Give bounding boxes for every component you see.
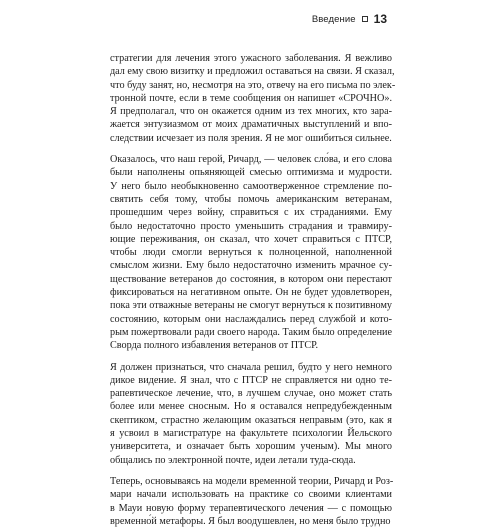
- text-line: смыслом жизни. Ему было недостаточно изменить мрачное су-: [110, 260, 392, 272]
- page-number: 13: [373, 12, 387, 26]
- text-line: в Мауи новую форму терапевтического лечения — с помощью: [110, 502, 392, 514]
- text-line: скептиком, страстно желающим оказаться неправым (это, как я: [110, 414, 392, 426]
- text-line: ществование ветеранов до состояния, в котором они перестают: [110, 273, 392, 285]
- text-line: пока эти отважные ветераны не смогут вернуться к позитивному: [110, 300, 392, 312]
- text-line: состоянию, которым они наслаждались перед службой и кото-: [110, 313, 392, 325]
- section-title: Введение: [311, 13, 356, 25]
- text-line: Оказалось, что наш герой, Ричард, — человек сло́ва, и его слова: [110, 154, 392, 166]
- text-line: более или менее сносным. Но я оставался непредубежденным: [110, 401, 392, 413]
- square-icon: [362, 16, 368, 22]
- text-line: было недостаточно просто уменьшить страдания и травмиру-: [110, 220, 392, 232]
- paragraph: [110, 361, 392, 467]
- running-header: [312, 12, 387, 26]
- text-line: Я должен признаться, что сначала решил, будто у него немного: [110, 361, 392, 373]
- text-line: чтобы люди смогли вернуться к полноценной, наполненной: [110, 247, 392, 259]
- text-line: были наполнены опьяняющей смесью оптимизма и мудрости.: [110, 167, 392, 179]
- text-line: жается энтузиазмом от моих драматичных выступлений и впо-: [110, 119, 392, 131]
- text-line: Сворда полного избавления ветеранов от ПТСР.: [110, 340, 319, 352]
- paragraph: [110, 52, 396, 145]
- text-line: святить себя тому, чтобы помочь американским ветеранам,: [110, 193, 392, 205]
- paragraph: [110, 475, 392, 528]
- text-line: следствии исчезает из поля зрения. Я не мог ошибиться сильнее.: [110, 132, 392, 144]
- text-line: фиксироваться на негативном опыте. Он не будет удовлетворен,: [110, 287, 392, 299]
- text-line: временно́й метафоры. Я был воодушевлен, но меня было трудно: [110, 515, 391, 527]
- body-text: [110, 52, 396, 528]
- text-line: я усвоил в магистратуре на факультете психологии Йельского: [110, 428, 392, 440]
- text-line: стратегии для лечения этого ужасного заболевания. Я вежливо: [110, 53, 392, 64]
- text-line: Я предполагал, что он окажется одним из тех многих, кто зара-: [110, 106, 392, 118]
- text-line: рым пожертвовали ради своего народа. Таким было определение: [110, 326, 392, 338]
- text-line: дал ему свою визитку и предложил оставаться на связи. Я сказал,: [110, 66, 395, 78]
- text-line: что буду занят, но, несмотря на это, отвечу на его письма по элек-: [110, 79, 396, 91]
- text-line: ющие переживания, он сказал, что хочет справиться с ПТСР,: [110, 233, 392, 245]
- text-line: мари начали использовать на практике со своими клиентами: [110, 489, 392, 501]
- text-line: рапевтическое лечение, что, в лучшем случае, оно может стать: [110, 388, 392, 400]
- text-line: университета, и означает быть хорошим ученым). Мы много: [110, 441, 392, 453]
- paragraph: [110, 153, 392, 352]
- text-line: тронной почте, если в теме сообщения он напишет «СРОЧНО».: [110, 92, 392, 104]
- text-line: общались по электронной почте, идеи летали туда-сюда.: [110, 454, 356, 466]
- text-line: прошедшим через войну, справиться с их страданиями. Ему: [110, 207, 392, 219]
- text-line: У него было необыкновенно самоотверженное стремление по-: [110, 180, 392, 192]
- text-line: дикое видение. Я знал, что с ПТСР не справляется ни одно те-: [110, 374, 392, 386]
- text-line: Теперь, основываясь на модели временной теории, Ричард и Роз-: [110, 475, 394, 487]
